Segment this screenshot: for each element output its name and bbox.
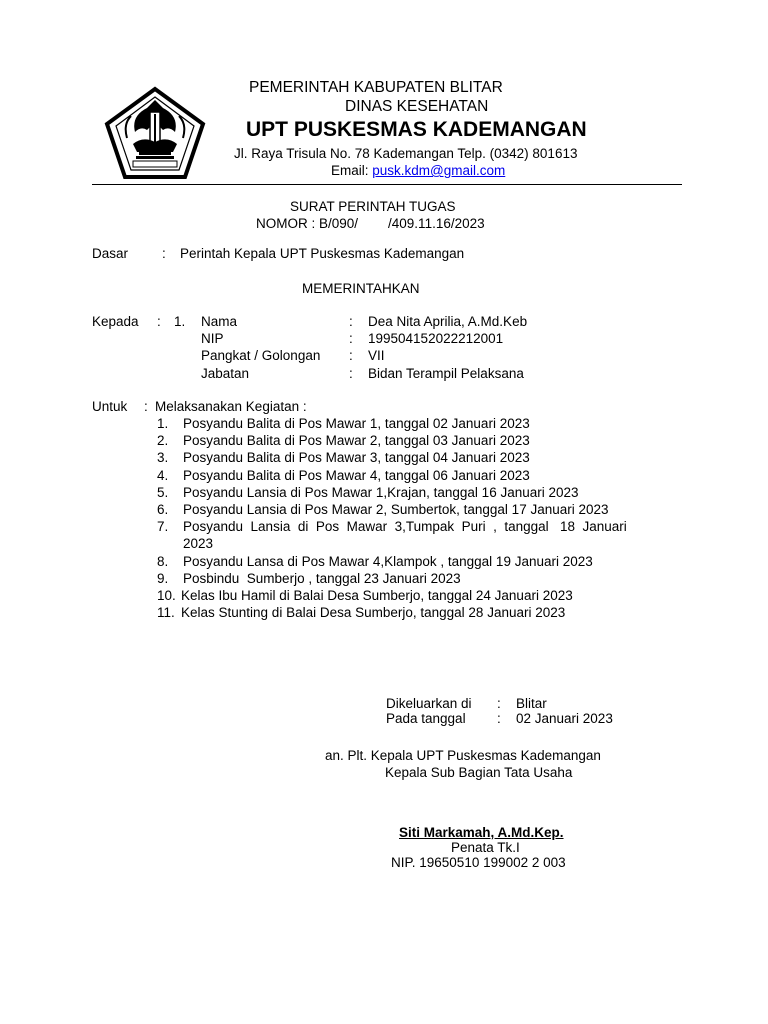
document-number: NOMOR : B/090/ /409.11.16/2023 [256, 216, 485, 231]
field-key-nip: NIP [201, 331, 224, 346]
list-item-number: 1. [157, 416, 169, 431]
field-value-nama: Dea Nita Aprilia, A.Md.Keb [368, 314, 528, 329]
list-item: Posyandu Balita di Pos Mawar 3, tanggal 04 Januari 2023 [183, 450, 530, 465]
list-item-number: 4. [157, 468, 169, 483]
issued-place-label: Dikeluarkan di [386, 696, 472, 711]
list-item: Posyandu Lansia di Pos Mawar 1,Krajan, tanggal 16 Januari 2023 [183, 485, 579, 500]
issued-date: 02 Januari 2023 [516, 711, 613, 726]
document-title: SURAT PERINTAH TUGAS [290, 199, 456, 214]
header-email-row [331, 163, 505, 178]
header-institution: UPT PUSKESMAS KADEMANGAN [246, 118, 587, 141]
issued-date-sep: : [497, 711, 501, 726]
signatory-nip: NIP. 19650510 199002 2 003 [391, 855, 566, 870]
list-item: Posyandu Balita di Pos Mawar 4, tanggal 06 Januari 2023 [183, 468, 530, 483]
kepada-label: Kepada [92, 314, 139, 329]
kepada-sep: : [157, 314, 161, 329]
dasar-sep: : [162, 246, 166, 261]
field-key-jabatan: Jabatan [201, 366, 250, 381]
list-item-number: 11. [157, 605, 175, 620]
field-key-pangkat: Pangkat / Golongan [201, 348, 321, 363]
email-link[interactable]: pusk.kdm@gmail.com [372, 163, 506, 178]
untuk-sep: : [144, 399, 148, 414]
email-label: Email: [331, 163, 369, 178]
list-item: Kelas Ibu Hamil di Balai Desa Sumberjo, tanggal 24 Januari 2023 [181, 588, 573, 603]
list-item: Posyandu Balita di Pos Mawar 2, tanggal 03 Januari 2023 [183, 433, 530, 448]
list-item: Posyandu Lansia di Pos Mawar 3,Tumpak Puri , tanggal 18 Januari [183, 519, 627, 534]
header-address: Jl. Raya Trisula No. 78 Kademangan Telp. (0342) 801613 [234, 146, 578, 161]
header-divider [92, 184, 682, 185]
field-value-jabatan: Bidan Terampil Pelaksana [368, 366, 524, 381]
dasar-text: Perintah Kepala UPT Puskesmas Kademangan [180, 246, 465, 261]
list-item-number: 2. [157, 433, 169, 448]
field-sep-nip: : [349, 331, 353, 346]
list-item-number: 9. [157, 571, 169, 586]
signature-position: Kepala Sub Bagian Tata Usaha [385, 765, 573, 780]
kepada-number: 1. [174, 314, 186, 329]
field-sep-jabatan: : [349, 366, 353, 381]
list-item-number: 10. [157, 588, 176, 603]
signature-on-behalf: an. Plt. Kepala UPT Puskesmas Kademangan [325, 748, 601, 763]
list-item-number: 7. [157, 519, 169, 534]
list-item-number: 3. [157, 450, 169, 465]
list-item-number: 5. [157, 485, 169, 500]
untuk-label: Untuk [92, 399, 128, 414]
field-value-pangkat: VII [368, 348, 385, 363]
list-item: Posyandu Lansa di Pos Mawar 4,Klampok , tanggal 19 Januari 2023 [183, 554, 593, 569]
dasar-label: Dasar [92, 246, 129, 261]
list-item: Posyandu Balita di Pos Mawar 1, tanggal 02 Januari 2023 [183, 416, 530, 431]
signatory-rank: Penata Tk.I [451, 840, 520, 855]
untuk-intro: Melaksanakan Kegiatan : [155, 399, 307, 414]
memerintahkan-heading: MEMERINTAHKAN [302, 281, 420, 296]
issued-date-label: Pada tanggal [386, 711, 466, 726]
blitar-regency-emblem-icon [103, 86, 207, 180]
list-item-continuation: 2023 [183, 536, 214, 551]
header-department: DINAS KESEHATAN [345, 98, 489, 115]
list-item: Posbindu Sumberjo , tanggal 23 Januari 2023 [183, 571, 461, 586]
list-item-number: 6. [157, 502, 169, 517]
list-item-number: 8. [157, 554, 169, 569]
list-item: Kelas Stunting di Balai Desa Sumberjo, tanggal 28 Januari 2023 [181, 605, 566, 620]
signatory-name: Siti Markamah, A.Md.Kep. [399, 825, 564, 840]
field-value-nip: 199504152022212001 [368, 331, 504, 346]
field-key-nama: Nama [201, 314, 238, 329]
issued-place-sep: : [497, 696, 501, 711]
header-government: PEMERINTAH KABUPATEN BLITAR [249, 79, 503, 96]
list-item: Posyandu Lansia di Pos Mawar 2, Sumbertok, tanggal 17 Januari 2023 [183, 502, 609, 517]
issued-place: Blitar [516, 696, 547, 711]
field-sep-pangkat: : [349, 348, 353, 363]
field-sep-nama: : [349, 314, 353, 329]
